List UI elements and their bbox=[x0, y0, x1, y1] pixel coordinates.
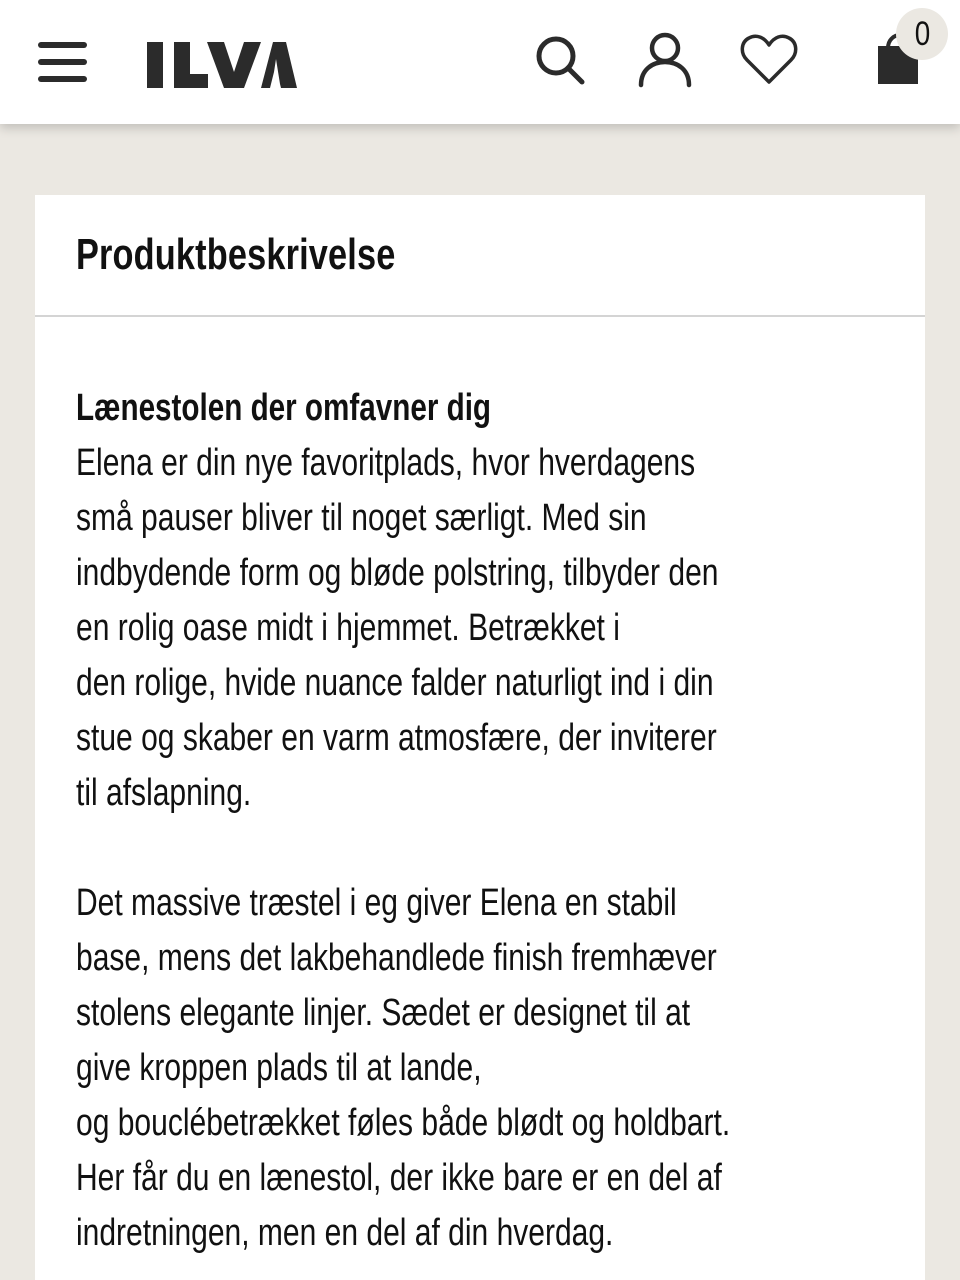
text-line: Elena er din nye favoritplads, hvor hverdagens bbox=[76, 442, 696, 484]
search-button[interactable] bbox=[532, 32, 588, 88]
text-line: base, mens det lakbehandlede finish fremhæver bbox=[76, 937, 717, 979]
section-title: Produktbeskrivelse bbox=[76, 230, 396, 279]
heart-icon bbox=[740, 34, 798, 86]
hamburger-menu-icon bbox=[36, 38, 88, 86]
search-icon bbox=[532, 32, 588, 88]
text-line: stolens elegante linjer. Sædet er designet til at bbox=[76, 992, 691, 1034]
text-line: stue og skaber en varm atmosfære, der inviterer bbox=[76, 717, 717, 759]
product-description-card bbox=[35, 195, 925, 1280]
cart-count: 0 bbox=[914, 14, 930, 53]
ilva-logo-mark bbox=[147, 42, 297, 88]
cart-count-badge bbox=[896, 8, 948, 60]
text-line: en rolig oase midt i hjemmet. Betrækket i bbox=[76, 607, 620, 649]
text-line: Her får du en lænestol, der ikke bare er en del af bbox=[76, 1157, 722, 1199]
text-line: Det massive træstel i eg giver Elena en stabil bbox=[76, 882, 677, 924]
text-line: små pauser bliver til noget særligt. Med sin bbox=[76, 497, 647, 539]
description-paragraph-1 bbox=[76, 436, 925, 821]
ilva-logo[interactable] bbox=[147, 42, 297, 88]
description-paragraph-2 bbox=[76, 876, 925, 1261]
text-line: til afslapning. bbox=[76, 772, 252, 814]
user-icon bbox=[636, 32, 694, 88]
description-body bbox=[35, 317, 925, 1261]
account-button[interactable] bbox=[636, 32, 694, 88]
text-line: give kroppen plads til at lande, bbox=[76, 1047, 482, 1089]
paragraph-spacer bbox=[76, 821, 925, 876]
text-line: den rolige, hvide nuance falder naturligt ind i din bbox=[76, 662, 714, 704]
text-line: indbydende form og bløde polstring, tilbyder den bbox=[76, 552, 719, 594]
card-header[interactable] bbox=[35, 195, 925, 317]
description-subheading: Lænestolen der omfavner dig bbox=[76, 387, 492, 429]
text-line: indretningen, men en del af din hverdag. bbox=[76, 1212, 614, 1254]
menu-button[interactable] bbox=[36, 38, 88, 86]
wishlist-button[interactable] bbox=[740, 34, 798, 86]
site-header bbox=[0, 0, 960, 124]
text-line: og bouclébetrækket føles både blødt og holdbart. bbox=[76, 1102, 731, 1144]
